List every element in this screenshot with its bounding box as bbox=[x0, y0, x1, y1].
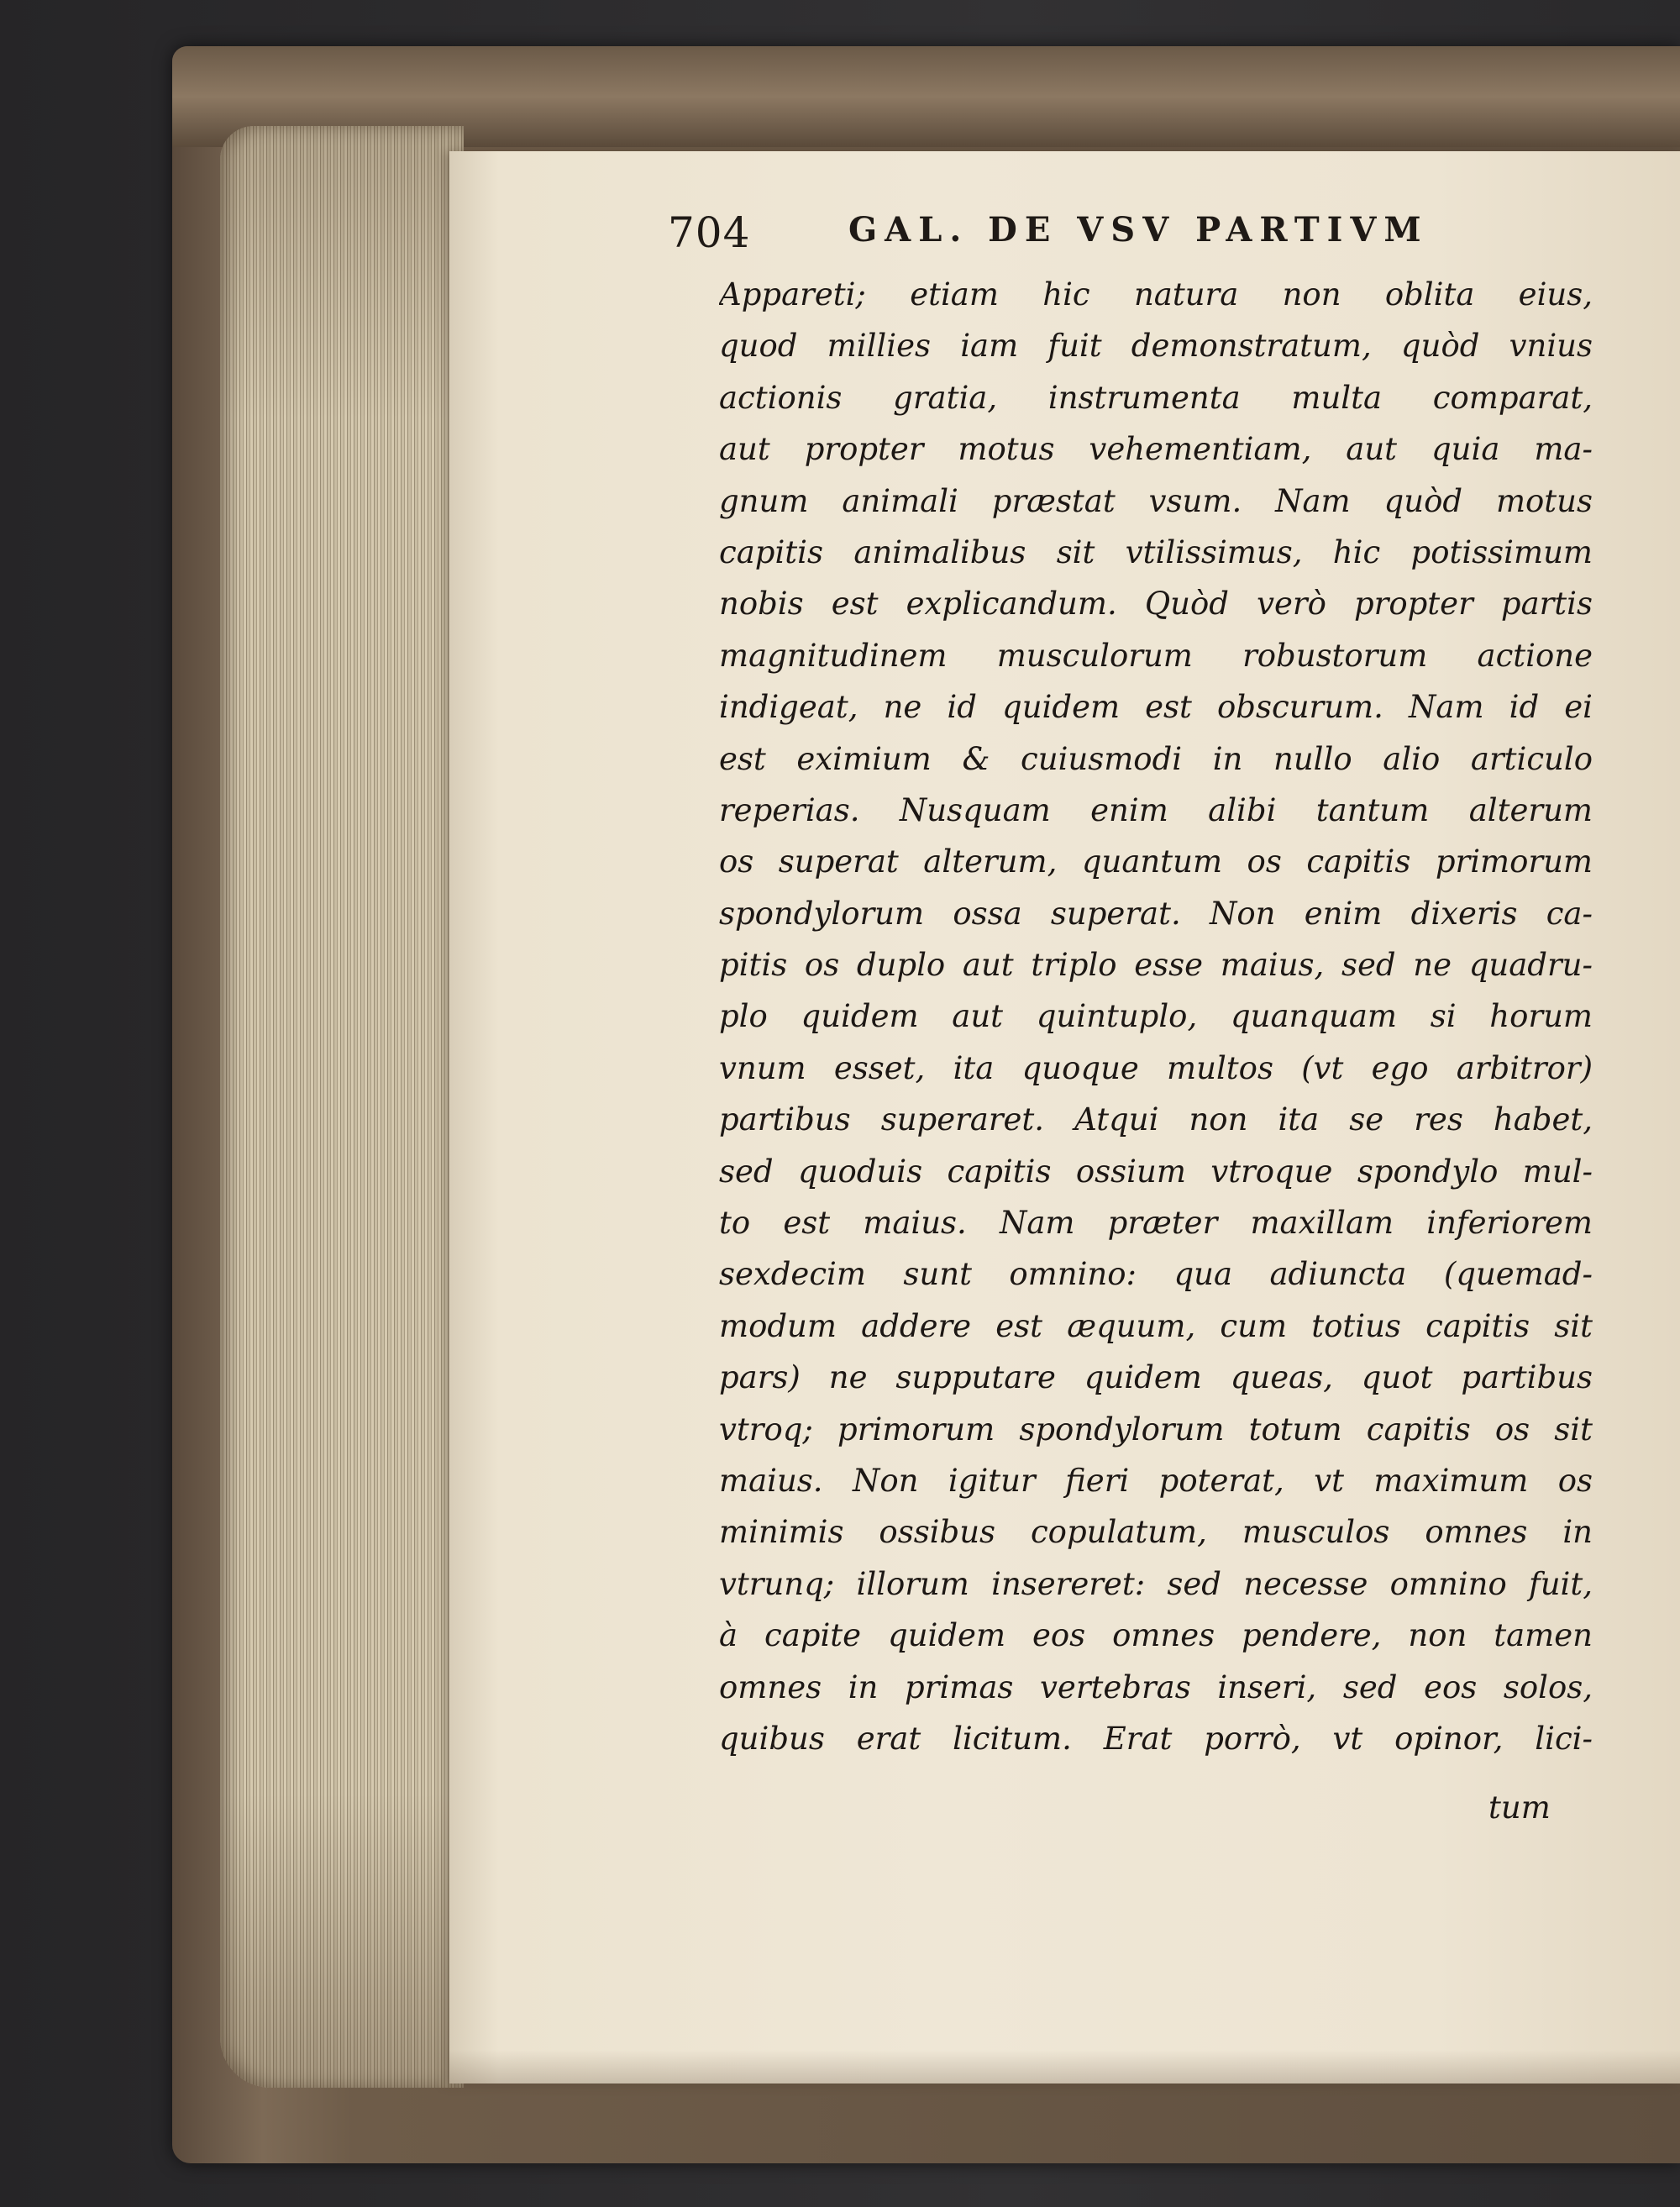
text-line: actionis gratia, instrumenta multa comparat, bbox=[719, 379, 1593, 416]
text-line: capitis animalibus sit vtilissimus, hic potissimum bbox=[719, 533, 1593, 570]
text-line: aut propter motus vehementiam, aut quia ma- bbox=[719, 431, 1593, 468]
text-line: to est maius. Nam præter maxillam inferiorem bbox=[719, 1205, 1593, 1242]
text-line: à capite quidem eos omnes pendere, non tamen bbox=[719, 1617, 1593, 1654]
text-line: Appareti; etiam hic natura non oblita eius, bbox=[719, 276, 1593, 313]
page-edges-shade bbox=[220, 126, 464, 2088]
page-bottom-shadow bbox=[449, 2050, 1680, 2084]
text-line: spondylorum ossa superat. Non enim dixeris ca- bbox=[719, 895, 1593, 932]
text-line: quod millies iam fuit demonstratum, quòd vnius bbox=[719, 328, 1593, 365]
text-line: magnitudinem musculorum robustorum actione bbox=[719, 637, 1593, 674]
text-line: plo quidem aut quintuplo, quanquam si horum bbox=[719, 998, 1593, 1035]
text-line: partibus superaret. Atqui non ita se res habet, bbox=[719, 1101, 1593, 1138]
text-line: minimis ossibus copulatum, musculos omnes in bbox=[719, 1514, 1593, 1551]
text-line: gnum animali præstat vsum. Nam quòd motus bbox=[719, 482, 1593, 519]
page-number: 704 bbox=[668, 208, 751, 257]
text-line: modum addere est æquum, cum totius capitis sit bbox=[719, 1307, 1593, 1344]
text-line: vtrunq; illorum insereret: sed necesse omnino fuit, bbox=[719, 1565, 1593, 1602]
running-head: GAL. DE VSV PARTIVM bbox=[848, 210, 1429, 250]
text-line: vnum esset, ita quoque multos (vt ego arbitror) bbox=[719, 1049, 1593, 1086]
text-line: pitis os duplo aut triplo esse maius, sed ne quadru- bbox=[719, 947, 1593, 984]
text-line: indigeat, ne id quidem est obscurum. Nam id ei bbox=[719, 689, 1593, 726]
text-line: pars) ne supputare quidem queas, quot partibus bbox=[719, 1359, 1593, 1396]
text-line: maius. Non igitur fieri poterat, vt maximum os bbox=[719, 1462, 1593, 1499]
text-line: vtroq; primorum spondylorum totum capitis os sit bbox=[719, 1411, 1593, 1448]
page-header bbox=[668, 202, 1474, 260]
text-line: sexdecim sunt omnino: qua adiuncta (quemad- bbox=[719, 1256, 1593, 1293]
body-text bbox=[719, 269, 1593, 1764]
text-line: sed quoduis capitis ossium vtroque spondylo mul- bbox=[719, 1153, 1593, 1190]
text-line: nobis est explicandum. Quòd verò propter partis bbox=[719, 586, 1593, 623]
text-line: est eximium & cuiusmodi in nullo alio articulo bbox=[719, 740, 1593, 777]
text-line: omnes in primas vertebras inseri, sed eos solos, bbox=[719, 1668, 1593, 1705]
catchword: tum bbox=[1488, 1789, 1551, 1826]
text-line: reperias. Nusquam enim alibi tantum alterum bbox=[719, 791, 1593, 828]
text-line: os superat alterum, quantum os capitis primorum bbox=[719, 843, 1593, 880]
text-line: quibus erat licitum. Erat porrò, vt opinor, lici- bbox=[719, 1720, 1593, 1757]
